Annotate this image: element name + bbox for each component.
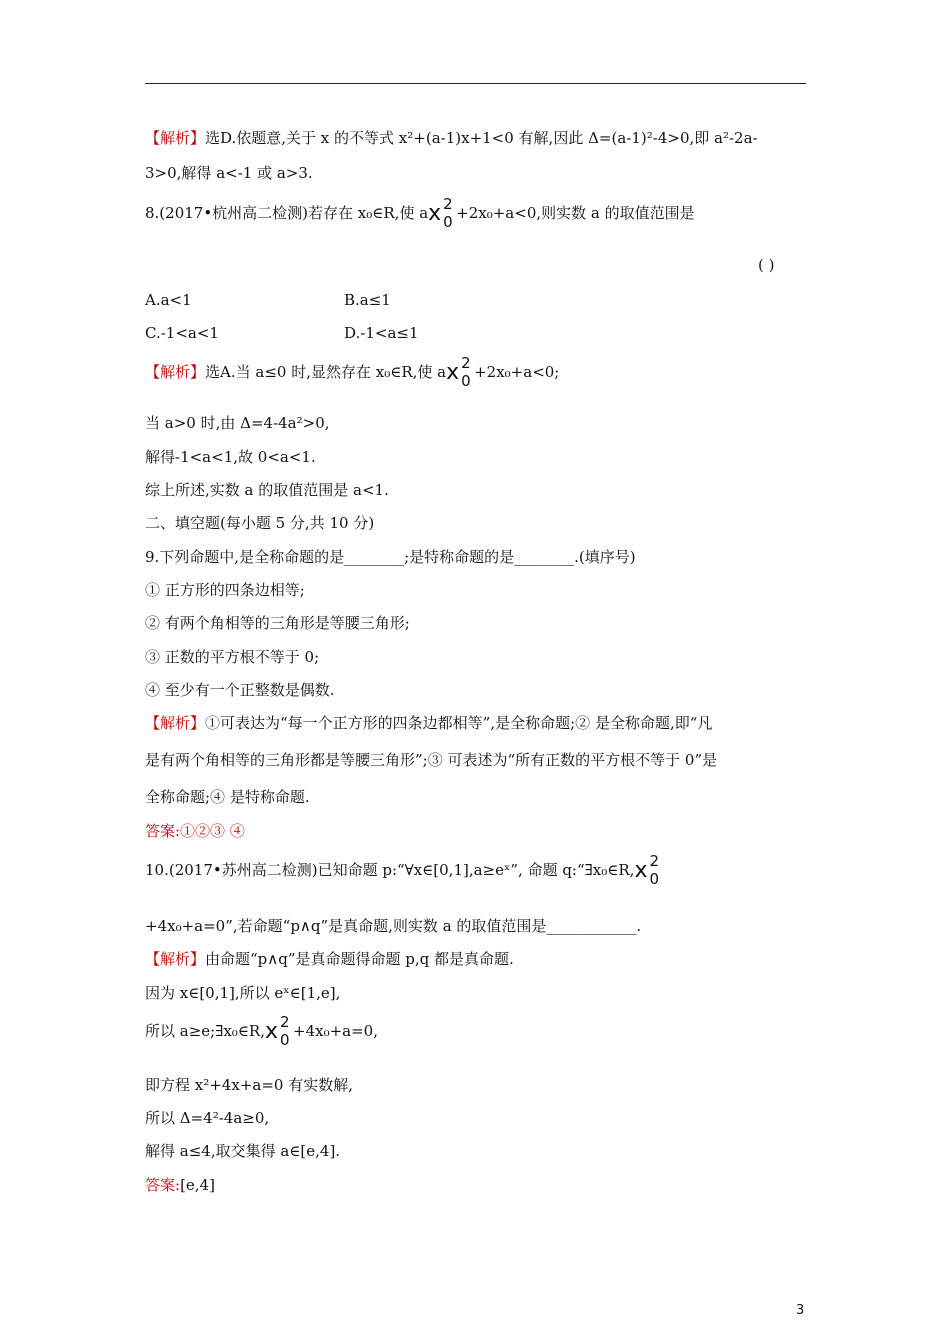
- option-c: C.-1<a<1: [145, 324, 219, 342]
- analysis-9-line3: 全称命题;④ 是特称命题.: [145, 788, 310, 806]
- x0-squared-formula: x 2 0: [428, 195, 453, 231]
- header-rule: [145, 83, 806, 84]
- answer-bracket: ( ): [758, 256, 775, 274]
- analysis-9-line1: 【解析】①可表达为“每一个正方形的四条边都相等”,是全称命题;② 是全称命题,即“凡: [145, 714, 713, 732]
- analysis-10-line2: 因为 x∈[0,1],所以 eˣ∈[1,e],: [145, 984, 341, 1002]
- analysis-8-line4: 综上所述,实数 a 的取值范围是 a<1.: [145, 481, 389, 499]
- question-8: [145, 195, 695, 231]
- q9-item-4: ④ 至少有一个正整数是偶数.: [145, 681, 335, 699]
- section-heading: 二、填空题(每小题 5 分,共 10 分): [145, 514, 375, 532]
- option-d: D.-1<a≤1: [344, 324, 419, 342]
- analysis-10-line5: 所以 Δ=4²-4a≥0,: [145, 1109, 270, 1127]
- analysis-7-line1: [145, 128, 758, 148]
- analysis-10-line1: 【解析】由命题“p∧q”是真命题得命题 p,q 都是真命题.: [145, 950, 514, 968]
- q9-item-2: ② 有两个角相等的三角形是等腰三角形;: [145, 614, 410, 632]
- analysis-10-line4: 即方程 x²+4x+a=0 有实数解,: [145, 1076, 353, 1094]
- analysis-7-line2: 3>0,解得 a<-1 或 a>3.: [145, 164, 313, 182]
- analysis-tag: 【解析】: [145, 363, 206, 381]
- x0-squared-formula: x 2 0: [634, 852, 659, 888]
- page-number: 3: [796, 1303, 805, 1318]
- answer-10: 答案:[e,4]: [145, 1176, 215, 1194]
- analysis-tag: 【解析】: [145, 950, 206, 968]
- q9-item-3: ③ 正数的平方根不等于 0;: [145, 648, 320, 666]
- q9-item-1: ① 正方形的四条边相等;: [145, 581, 305, 599]
- question-10-line1: 10.(2017•苏州高二检测)已知命题 p:“∀x∈[0,1],a≥eˣ”, 命题 q:“∃x₀∈R, x 2 0: [145, 857, 662, 883]
- x0-squared-formula: x 2 0: [446, 354, 471, 390]
- analysis-8-line1: 【解析】选A.当 a≤0 时,显然存在 x₀∈R,使 a x 2 0 +2x₀+a<0;: [145, 354, 560, 390]
- analysis-8-line3: 解得-1<a<1,故 0<a<1.: [145, 448, 316, 466]
- analysis-10-line3: 所以 a≥e;∃x₀∈R, x 2 0 +4x₀+a=0,: [145, 1013, 378, 1049]
- question-10-line2: +4x₀+a=0”,若命题“p∧q”是真命题,则实数 a 的取值范围是____________.: [145, 917, 642, 935]
- analysis-tag: 【解析】: [145, 714, 206, 732]
- option-b: B.a≤1: [344, 291, 391, 309]
- analysis-text: 选D.依题意,关于 x 的不等式 x²+(a-1)x+1<0 有解,因此 Δ=(a-1)²-4>0,即 a²-2a-: [205, 129, 758, 147]
- option-a: A.a<1: [145, 291, 192, 309]
- analysis-tag: 【解析】: [145, 129, 206, 147]
- question-9: 9.下列命题中,是全称命题的是________;是特称命题的是________.(填序号): [145, 548, 636, 566]
- q8-text-post: +2x₀+a<0,则实数 a 的取值范围是: [456, 204, 695, 222]
- analysis-9-line2: 是有两个角相等的三角形都是等腰三角形”;③ 可表述为“所有正数的平方根不等于 0”是: [145, 751, 718, 769]
- analysis-10-line6: 解得 a≤4,取交集得 a∈[e,4].: [145, 1142, 341, 1160]
- x0-squared-formula: x 2 0: [265, 1013, 290, 1049]
- answer-9: 答案:①②③ ④: [145, 822, 245, 840]
- analysis-8-line2: 当 a>0 时,由 Δ=4-4a²>0,: [145, 414, 330, 432]
- q8-text-pre: 8.(2017•杭州高二检测)若存在 x₀∈R,使 a: [145, 204, 429, 222]
